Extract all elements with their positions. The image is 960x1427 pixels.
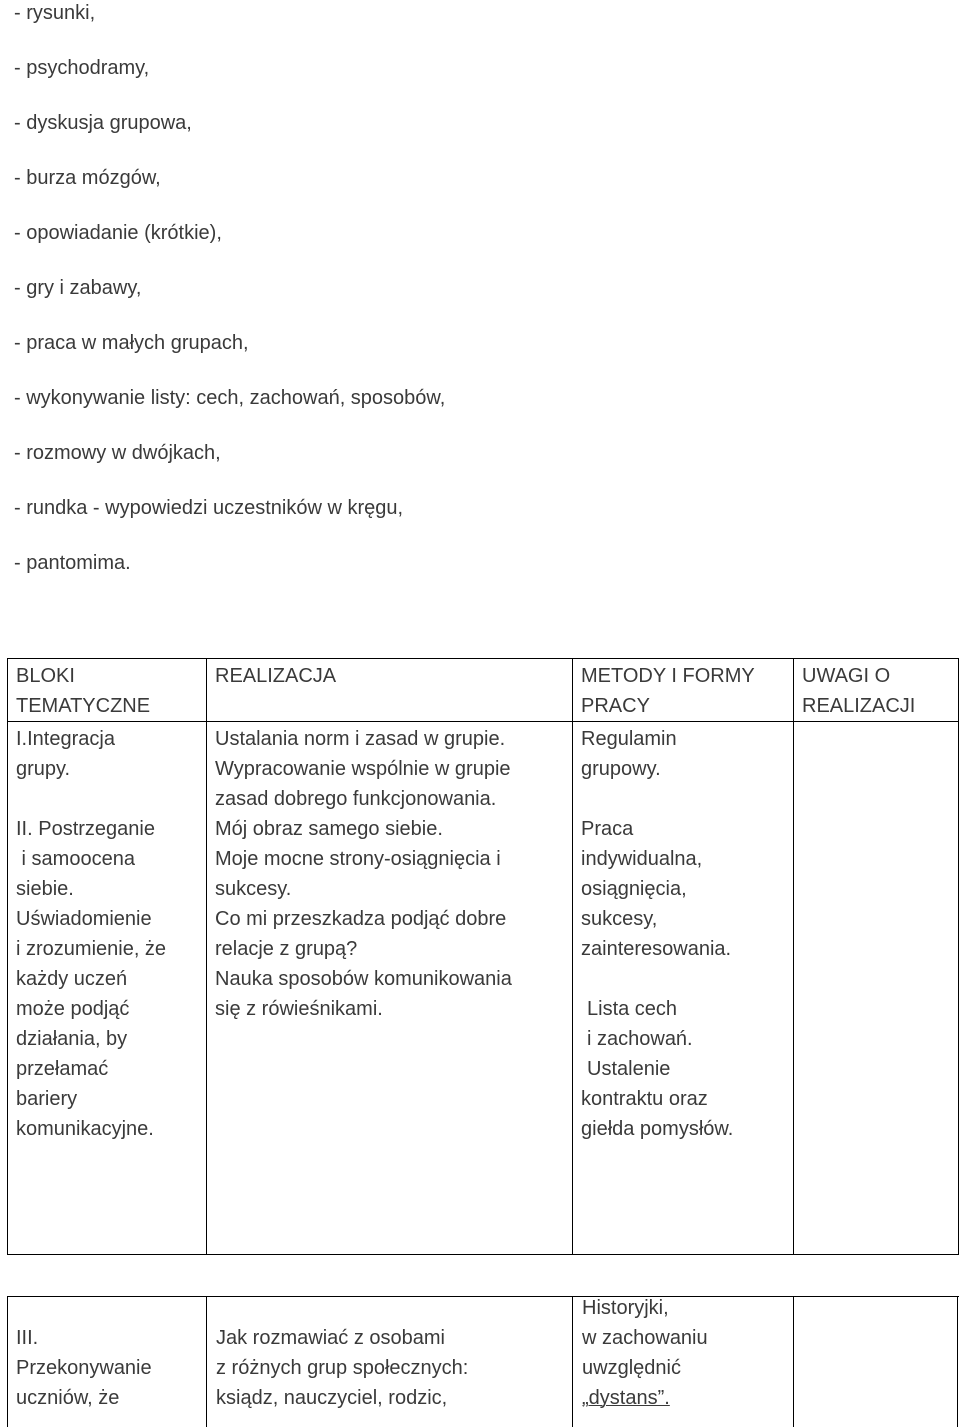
cell-remarks bbox=[794, 722, 959, 1255]
list-item: - rozmowy w dwójkach, bbox=[14, 442, 221, 464]
list-item: - praca w małych grupach, bbox=[14, 332, 249, 354]
list-item: - opowiadanie (krótkie), bbox=[14, 222, 222, 244]
column-divider bbox=[572, 1297, 573, 1427]
plan-table-wrapper bbox=[7, 658, 958, 1255]
list-item: - psychodramy, bbox=[14, 57, 150, 79]
cell-block-topics: I.Integracja grupy. II. Postrzeganie i samoocena siebie. Uświadomienie i zrozumienie, że każdy uczeń może podjąć działania, by przełamać bariery komunikacyjne. bbox=[8, 722, 207, 1255]
cell-methods-forms: Historyjki, w zachowaniu uwzględnić „dystans”. bbox=[582, 1297, 708, 1409]
plan-table bbox=[7, 658, 959, 1255]
methods-list bbox=[14, 0, 445, 605]
list-item: - burza mózgów, bbox=[14, 167, 161, 189]
cell-realization: Ustalania norm i zasad w grupie. Wypracowanie wspólnie w grupie zasad dobrego funkcjonowania. Mój obraz samego siebie. Moje mocne strony-osiągnięcia i sukcesy. Co mi przeszkadza podjąć dobre relacje z grupą? Nauka sposobów komunikowania się z rówieśnikami. bbox=[207, 722, 573, 1255]
header-metody-i-formy-pracy: METODY I FORMY PRACY bbox=[573, 659, 794, 722]
column-divider bbox=[957, 1297, 958, 1427]
column-divider bbox=[206, 1297, 207, 1427]
cell-realization: Jak rozmawiać z osobami z różnych grup społecznych: ksiądz, nauczyciel, rodzic, bbox=[216, 1327, 469, 1409]
header-realizacja: REALIZACJA bbox=[207, 659, 573, 722]
cell-block-topics: III. Przekonywanie uczniów, że bbox=[16, 1327, 152, 1409]
table-row bbox=[8, 722, 959, 1255]
list-item: - pantomima. bbox=[14, 552, 131, 574]
header-uwagi-o-realizacji: UWAGI O REALIZACJI bbox=[794, 659, 959, 722]
column-divider bbox=[793, 1297, 794, 1427]
list-item: - wykonywanie listy: cech, zachowań, sposobów, bbox=[14, 387, 446, 409]
header-bloki-tematyczne: BLOKI TEMATYCZNE bbox=[8, 659, 207, 722]
list-item: - gry i zabawy, bbox=[14, 277, 142, 299]
list-item: - rysunki, bbox=[14, 2, 96, 24]
table-row-partial bbox=[7, 1296, 959, 1427]
cell-methods-forms: Regulamin grupowy. Praca indywidualna, osiągnięcia, sukcesy, zainteresowania. Lista cech i zachowań. Ustalenie kontraktu oraz giełda pomysłów. bbox=[573, 722, 794, 1255]
list-item: - dyskusja grupowa, bbox=[14, 112, 192, 134]
table-header-row bbox=[8, 659, 959, 722]
list-item: - rundka - wypowiedzi uczestników w kręgu, bbox=[14, 497, 404, 519]
